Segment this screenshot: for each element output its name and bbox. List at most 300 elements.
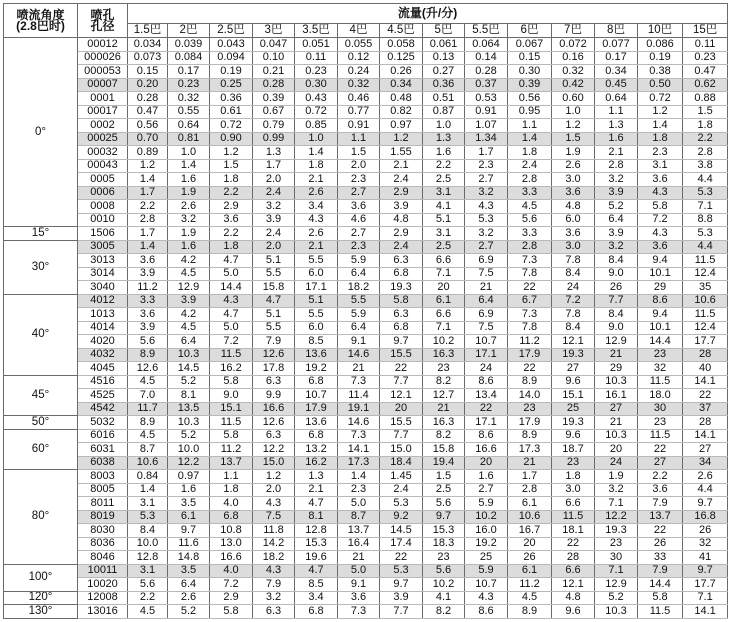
orifice-code-cell: 4045 <box>78 362 128 376</box>
flow-value-cell: 0.20 <box>128 78 168 92</box>
flow-value-cell: 9.9 <box>253 389 295 403</box>
flow-value-cell: 1.7 <box>128 227 168 241</box>
flow-value-cell: 0.15 <box>508 51 552 65</box>
flow-value-cell: 11.2 <box>128 281 168 295</box>
flow-value-cell: 1.8 <box>295 159 338 173</box>
flow-value-cell: 6.6 <box>423 254 465 268</box>
flow-value-cell: 9.7 <box>683 497 728 511</box>
flow-value-cell: 1.07 <box>465 119 508 133</box>
orifice-code-cell: 000026 <box>78 51 128 65</box>
flow-value-cell: 8.4 <box>552 267 595 281</box>
flow-value-cell: 0.047 <box>253 38 295 52</box>
orifice-code-cell: 0008 <box>78 200 128 214</box>
orifice-code-cell: 4525 <box>78 389 128 403</box>
flow-value-cell: 5.3 <box>683 186 728 200</box>
flow-value-cell: 6.1 <box>168 510 210 524</box>
flow-value-cell: 6.9 <box>465 254 508 268</box>
flow-value-cell: 4.0 <box>210 564 253 578</box>
flow-value-cell: 0.30 <box>508 65 552 79</box>
table-row <box>4 551 728 565</box>
flow-value-cell: 0.073 <box>128 51 168 65</box>
flow-value-cell: 1.7 <box>128 186 168 200</box>
flow-value-cell: 5.1 <box>253 308 295 322</box>
flow-value-cell: 0.24 <box>338 65 380 79</box>
flow-value-cell: 14.2 <box>253 537 295 551</box>
flow-value-cell: 5.6 <box>508 213 552 227</box>
flow-value-cell: 0.32 <box>168 92 210 106</box>
flow-value-cell: 8.6 <box>465 375 508 389</box>
flow-value-cell: 4.3 <box>253 564 295 578</box>
flow-value-cell: 26 <box>638 537 683 551</box>
flow-value-cell: 3.0 <box>552 240 595 254</box>
flow-value-cell: 1.1 <box>338 132 380 146</box>
flow-value-cell: 23 <box>595 537 638 551</box>
flow-value-cell: 19.3 <box>552 348 595 362</box>
flow-value-cell: 0.034 <box>128 38 168 52</box>
flow-value-cell: 29 <box>595 362 638 376</box>
flow-value-cell: 10.2 <box>465 510 508 524</box>
flow-value-cell: 0.19 <box>210 65 253 79</box>
flow-value-cell: 12.6 <box>253 416 295 430</box>
flow-value-cell: 7.1 <box>423 321 465 335</box>
flow-value-cell: 13.4 <box>465 389 508 403</box>
flow-value-cell: 14.1 <box>338 443 380 457</box>
flow-value-cell: 6.3 <box>380 308 423 322</box>
flow-value-cell: 17.1 <box>465 348 508 362</box>
flow-value-cell: 0.62 <box>683 78 728 92</box>
flow-value-cell: 9.6 <box>552 375 595 389</box>
flow-value-cell: 2.2 <box>423 159 465 173</box>
flow-value-cell: 5.1 <box>253 254 295 268</box>
flow-value-cell: 2.0 <box>253 173 295 187</box>
flow-value-cell: 5.8 <box>210 375 253 389</box>
flow-value-cell: 18.4 <box>380 456 423 470</box>
flow-value-cell: 1.5 <box>552 132 595 146</box>
orifice-code-cell: 6016 <box>78 429 128 443</box>
flow-value-cell: 7.3 <box>338 429 380 443</box>
flow-value-cell: 3.6 <box>638 483 683 497</box>
flow-value-cell: 5.8 <box>210 429 253 443</box>
flow-value-cell: 8.2 <box>423 605 465 619</box>
flow-value-cell: 1.2 <box>253 470 295 484</box>
flow-value-cell: 16.6 <box>210 551 253 565</box>
flow-value-cell: 14.4 <box>210 281 253 295</box>
flow-value-cell: 7.1 <box>595 564 638 578</box>
flow-value-cell: 0.61 <box>210 105 253 119</box>
flow-value-cell: 0.91 <box>338 119 380 133</box>
pressure-column-header: 7巴 <box>552 24 595 38</box>
orifice-code-cell: 0005 <box>78 173 128 187</box>
table-row <box>4 443 728 457</box>
flow-value-cell: 0.47 <box>683 65 728 79</box>
flow-value-cell: 3.1 <box>638 159 683 173</box>
flow-value-cell: 0.47 <box>128 105 168 119</box>
flow-value-cell: 1.1 <box>210 470 253 484</box>
orifice-code-cell: 3014 <box>78 267 128 281</box>
flow-value-cell: 5.5 <box>295 254 338 268</box>
flow-value-cell: 7.2 <box>210 578 253 592</box>
flow-value-cell: 0.055 <box>338 38 380 52</box>
flow-value-cell: 9.7 <box>423 510 465 524</box>
table-row <box>4 65 728 79</box>
flow-value-cell: 2.6 <box>168 200 210 214</box>
flow-value-cell: 10.3 <box>595 429 638 443</box>
flow-value-cell: 10.3 <box>595 605 638 619</box>
flow-value-cell: 3.0 <box>552 173 595 187</box>
flow-value-cell: 6.6 <box>552 497 595 511</box>
flow-value-cell: 13.7 <box>338 524 380 538</box>
orifice-code-cell: 8030 <box>78 524 128 538</box>
flow-value-cell: 0.32 <box>338 78 380 92</box>
table-row <box>4 578 728 592</box>
flow-value-cell: 0.90 <box>210 132 253 146</box>
flow-value-cell: 11.5 <box>683 254 728 268</box>
flow-value-cell: 4.3 <box>638 227 683 241</box>
flow-value-cell: 21 <box>465 281 508 295</box>
flow-value-cell: 0.17 <box>595 51 638 65</box>
flow-value-cell: 0.039 <box>168 38 210 52</box>
flow-value-cell: 2.3 <box>338 483 380 497</box>
flow-value-cell: 10.7 <box>465 335 508 349</box>
flow-value-cell: 13.2 <box>295 443 338 457</box>
flow-value-cell: 12.7 <box>423 389 465 403</box>
flow-value-cell: 5.3 <box>465 213 508 227</box>
flow-value-cell: 2.0 <box>338 159 380 173</box>
flow-value-cell: 9.0 <box>210 389 253 403</box>
flow-value-cell: 8.9 <box>128 416 168 430</box>
table-row <box>4 321 728 335</box>
flow-value-cell: 17.7 <box>683 335 728 349</box>
flow-value-cell: 29 <box>638 281 683 295</box>
flow-value-cell: 6.3 <box>253 375 295 389</box>
flow-value-cell: 4.1 <box>423 591 465 605</box>
flow-value-cell: 10.3 <box>168 348 210 362</box>
flow-value-cell: 8.2 <box>423 375 465 389</box>
flow-value-cell: 3.2 <box>253 591 295 605</box>
flow-value-cell: 5.8 <box>210 605 253 619</box>
orifice-code-cell: 10011 <box>78 564 128 578</box>
flow-value-cell: 4.3 <box>253 497 295 511</box>
flow-value-cell: 2.8 <box>508 483 552 497</box>
flow-value-cell: 3.4 <box>295 591 338 605</box>
flow-value-cell: 3.6 <box>210 213 253 227</box>
flow-value-cell: 5.3 <box>380 497 423 511</box>
flow-value-cell: 0.061 <box>423 38 465 52</box>
flow-value-cell: 19.2 <box>295 362 338 376</box>
flow-value-cell: 17.3 <box>338 456 380 470</box>
flow-value-cell: 4.3 <box>295 213 338 227</box>
flow-value-cell: 7.9 <box>253 335 295 349</box>
flow-value-cell: 1.0 <box>168 146 210 160</box>
flow-value-cell: 9.7 <box>380 578 423 592</box>
flow-value-cell: 26 <box>683 524 728 538</box>
flow-value-cell: 1.6 <box>168 240 210 254</box>
flow-value-cell: 4.1 <box>423 200 465 214</box>
flow-value-cell: 0.81 <box>168 132 210 146</box>
flow-value-cell: 4.5 <box>508 200 552 214</box>
flow-value-cell: 0.38 <box>638 65 683 79</box>
flow-value-cell: 12.6 <box>253 348 295 362</box>
flow-value-cell: 9.4 <box>638 254 683 268</box>
flow-value-cell: 2.2 <box>683 132 728 146</box>
orifice-code-cell: 3005 <box>78 240 128 254</box>
flow-value-cell: 28 <box>683 348 728 362</box>
flow-value-cell: 5.0 <box>210 321 253 335</box>
flow-value-cell: 4.4 <box>683 240 728 254</box>
flow-value-cell: 4.5 <box>168 267 210 281</box>
flow-value-cell: 7.5 <box>465 321 508 335</box>
flow-value-cell: 27 <box>595 402 638 416</box>
flow-value-cell: 2.4 <box>253 227 295 241</box>
pressure-column-header: 2巴 <box>168 24 210 38</box>
flow-value-cell: 11.2 <box>508 335 552 349</box>
flow-value-cell: 15.0 <box>380 443 423 457</box>
flow-value-cell: 17.9 <box>295 402 338 416</box>
flow-value-cell: 3.9 <box>380 200 423 214</box>
flow-value-cell: 10.2 <box>423 578 465 592</box>
flow-value-cell: 2.8 <box>128 213 168 227</box>
orifice-code-cell: 00017 <box>78 105 128 119</box>
flow-value-cell: 2.2 <box>638 470 683 484</box>
flow-value-cell: 3.3 <box>508 186 552 200</box>
flow-value-cell: 14.4 <box>638 578 683 592</box>
flow-value-cell: 0.45 <box>595 78 638 92</box>
flow-value-cell: 11.5 <box>638 375 683 389</box>
flow-value-cell: 10.1 <box>638 321 683 335</box>
flow-value-cell: 3.3 <box>128 294 168 308</box>
flow-value-cell: 2.5 <box>423 483 465 497</box>
table-row <box>4 213 728 227</box>
flow-value-cell: 0.28 <box>465 65 508 79</box>
table-row <box>4 186 728 200</box>
flow-value-cell: 8.9 <box>508 429 552 443</box>
flow-value-cell: 32 <box>683 537 728 551</box>
flow-value-cell: 12.1 <box>380 389 423 403</box>
flow-value-cell: 0.23 <box>168 78 210 92</box>
flow-value-cell: 17.7 <box>683 578 728 592</box>
flow-value-cell: 12.4 <box>683 321 728 335</box>
flow-value-cell: 0.64 <box>168 119 210 133</box>
flow-value-cell: 0.051 <box>295 38 338 52</box>
table-row <box>4 173 728 187</box>
flow-value-cell: 4.2 <box>168 308 210 322</box>
flow-value-cell: 3.1 <box>128 564 168 578</box>
flow-value-cell: 6.1 <box>508 564 552 578</box>
flow-value-cell: 0.89 <box>128 146 168 160</box>
flow-value-cell: 15.5 <box>380 348 423 362</box>
table-row <box>4 510 728 524</box>
flow-value-cell: 4.5 <box>128 605 168 619</box>
pressure-column-header: 8巴 <box>595 24 638 38</box>
flow-value-cell: 6.4 <box>338 321 380 335</box>
flow-value-cell: 9.7 <box>683 564 728 578</box>
flow-value-cell: 13.6 <box>295 348 338 362</box>
flow-value-cell: 11.8 <box>253 524 295 538</box>
flow-value-cell: 12.4 <box>683 267 728 281</box>
flow-value-cell: 2.2 <box>128 200 168 214</box>
flow-value-cell: 2.7 <box>465 173 508 187</box>
orifice-code-cell: 3040 <box>78 281 128 295</box>
flow-value-cell: 19.3 <box>595 524 638 538</box>
flow-value-cell: 0.97 <box>168 470 210 484</box>
flow-value-cell: 0.28 <box>128 92 168 106</box>
flow-value-cell: 5.1 <box>423 213 465 227</box>
flow-value-cell: 0.10 <box>253 51 295 65</box>
orifice-code-cell: 00032 <box>78 146 128 160</box>
flow-value-cell: 4.5 <box>168 321 210 335</box>
flow-value-cell: 15.8 <box>423 443 465 457</box>
flow-value-cell: 11.5 <box>638 429 683 443</box>
flow-value-cell: 0.48 <box>380 92 423 106</box>
table-row <box>4 308 728 322</box>
table-row <box>4 416 728 430</box>
flow-value-cell: 15.3 <box>295 537 338 551</box>
flow-value-cell: 1.4 <box>295 146 338 160</box>
orifice-size-label: 孔径 <box>90 18 115 33</box>
flow-value-cell: 2.9 <box>380 186 423 200</box>
flow-value-cell: 5.5 <box>338 294 380 308</box>
flow-value-cell: 0.27 <box>423 65 465 79</box>
flow-value-cell: 16.3 <box>423 416 465 430</box>
flow-value-cell: 5.0 <box>338 564 380 578</box>
flow-value-cell: 22 <box>638 524 683 538</box>
flow-value-cell: 2.7 <box>338 186 380 200</box>
flow-value-cell: 2.1 <box>380 159 423 173</box>
flow-value-cell: 7.7 <box>380 605 423 619</box>
flow-value-cell: 11.5 <box>210 416 253 430</box>
flow-value-cell: 8.9 <box>508 375 552 389</box>
flow-value-cell: 0.14 <box>465 51 508 65</box>
flow-value-cell: 12.2 <box>253 443 295 457</box>
flow-value-cell: 4.4 <box>683 173 728 187</box>
flow-value-cell: 0.51 <box>423 92 465 106</box>
flow-value-cell: 11.5 <box>683 308 728 322</box>
flow-value-cell: 5.3 <box>128 510 168 524</box>
flow-value-cell: 6.8 <box>380 321 423 335</box>
flow-value-cell: 3.5 <box>168 564 210 578</box>
flow-value-cell: 4.8 <box>552 591 595 605</box>
flow-value-cell: 10.3 <box>595 375 638 389</box>
flow-value-cell: 3.9 <box>595 186 638 200</box>
spray-angle-cell: 50° <box>4 416 78 430</box>
flow-value-cell: 6.1 <box>508 497 552 511</box>
orifice-code-cell: 8046 <box>78 551 128 565</box>
spray-angle-cell: 80° <box>4 470 78 565</box>
flow-value-cell: 4.3 <box>465 591 508 605</box>
orifice-code-cell: 00025 <box>78 132 128 146</box>
flow-value-cell: 2.3 <box>338 173 380 187</box>
orifice-code-cell: 6031 <box>78 443 128 457</box>
flow-value-cell: 2.9 <box>380 227 423 241</box>
flow-value-cell: 7.2 <box>210 335 253 349</box>
flow-value-cell: 2.6 <box>683 470 728 484</box>
flow-value-cell: 9.7 <box>168 524 210 538</box>
flow-value-cell: 0.79 <box>253 119 295 133</box>
flow-value-cell: 5.9 <box>338 254 380 268</box>
flow-value-cell: 10.6 <box>683 294 728 308</box>
flow-value-cell: 1.5 <box>683 105 728 119</box>
orifice-code-cell: 10020 <box>78 578 128 592</box>
flow-value-cell: 18.1 <box>552 524 595 538</box>
flow-value-cell: 19.4 <box>423 456 465 470</box>
table-body <box>4 38 728 619</box>
flow-value-cell: 2.0 <box>253 240 295 254</box>
pressure-column-header: 15巴 <box>683 24 728 38</box>
flow-value-cell: 13.5 <box>168 402 210 416</box>
flow-value-cell: 6.0 <box>552 213 595 227</box>
flow-value-cell: 33 <box>638 551 683 565</box>
flow-value-cell: 3.6 <box>552 227 595 241</box>
flow-value-cell: 10.0 <box>128 537 168 551</box>
flow-value-cell: 2.3 <box>638 146 683 160</box>
flow-value-cell: 22 <box>465 402 508 416</box>
flow-value-cell: 14.6 <box>338 416 380 430</box>
flow-value-cell: 1.9 <box>595 470 638 484</box>
flow-value-cell: 0.072 <box>552 38 595 52</box>
flow-value-cell: 7.1 <box>683 591 728 605</box>
table-row <box>4 281 728 295</box>
flow-value-cell: 3.2 <box>595 240 638 254</box>
flow-value-cell: 4.5 <box>508 591 552 605</box>
flow-value-cell: 34 <box>683 456 728 470</box>
orifice-code-cell: 0002 <box>78 119 128 133</box>
flow-value-cell: 17.1 <box>295 281 338 295</box>
flow-value-cell: 1.2 <box>552 119 595 133</box>
flow-value-cell: 2.4 <box>380 173 423 187</box>
flow-value-cell: 0.37 <box>465 78 508 92</box>
table-row <box>4 429 728 443</box>
flow-value-cell: 8.4 <box>552 321 595 335</box>
flow-value-cell: 5.9 <box>465 497 508 511</box>
orifice-code-cell: 4012 <box>78 294 128 308</box>
orifice-code-cell: 000053 <box>78 65 128 79</box>
pressure-column-header: 4巴 <box>338 24 380 38</box>
orifice-code-cell: 4516 <box>78 375 128 389</box>
table-row <box>4 537 728 551</box>
flow-value-cell: 10.3 <box>168 416 210 430</box>
flow-value-cell: 1.4 <box>338 470 380 484</box>
flow-value-cell: 24 <box>465 362 508 376</box>
orifice-code-cell: 5032 <box>78 416 128 430</box>
flow-value-cell: 3.2 <box>465 227 508 241</box>
table-row <box>4 362 728 376</box>
table-row <box>4 200 728 214</box>
flow-value-cell: 9.7 <box>380 335 423 349</box>
table-row <box>4 146 728 160</box>
flow-value-cell: 3.6 <box>338 200 380 214</box>
flow-value-cell: 1.2 <box>210 146 253 160</box>
flow-value-cell: 2.5 <box>423 240 465 254</box>
flow-value-cell: 0.87 <box>423 105 465 119</box>
flow-value-cell: 12.9 <box>168 281 210 295</box>
table-row <box>4 267 728 281</box>
flow-value-cell: 14.1 <box>683 429 728 443</box>
flow-value-cell: 6.4 <box>168 335 210 349</box>
flow-value-cell: 12.6 <box>128 362 168 376</box>
flow-value-cell: 3.2 <box>465 186 508 200</box>
orifice-code-cell: 6038 <box>78 456 128 470</box>
flow-value-cell: 7.3 <box>338 605 380 619</box>
table-row <box>4 51 728 65</box>
flow-value-cell: 24 <box>595 456 638 470</box>
flow-value-cell: 28 <box>683 416 728 430</box>
table-row <box>4 564 728 578</box>
flow-value-cell: 1.4 <box>508 132 552 146</box>
spray-angle-cell: 130° <box>4 605 78 619</box>
flow-value-cell: 5.8 <box>638 591 683 605</box>
table-row <box>4 132 728 146</box>
flow-value-cell: 1.0 <box>295 132 338 146</box>
